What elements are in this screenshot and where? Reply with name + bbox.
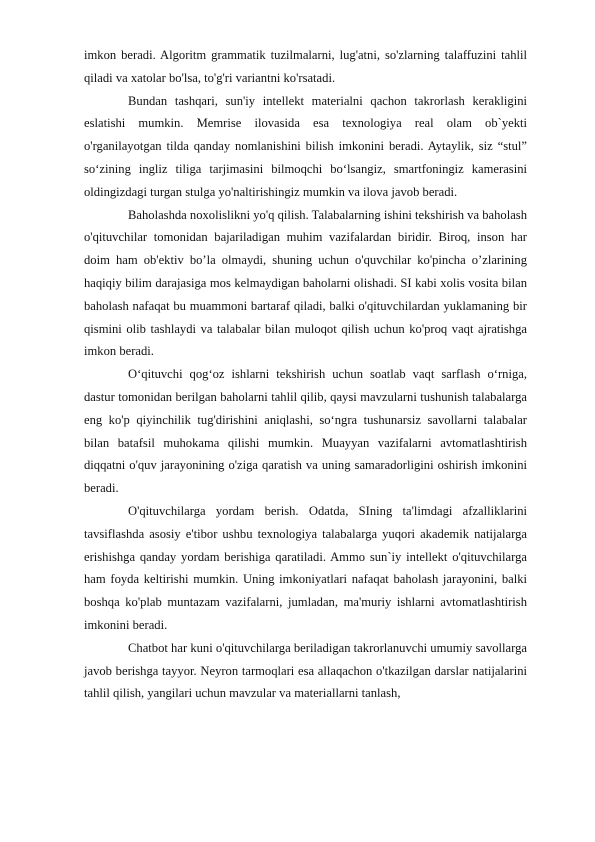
paragraph-continuation: imkon beradi. Algoritm grammatik tuzilmalarni, lug'atni, so'zlarning talaffuzini tahlil qiladi va xatolar bo'lsa, to'g'ri variantni ko'rsatadi.: [84, 48, 527, 85]
paragraph-unbiased-grading: Baholashda noxolislikni yo'q qilish. Talabalarning ishini tekshirish va baholash o'qituvchilar tomonidan bajariladigan muhim vazifalardan biridir. Biroq, inson har doim ham ob'ektiv bo’la olmaydi, shuning uchun o'quvchilar ko'pincha o’zlarining haqiqiy bilim darajasiga mos kelmaydigan baholarni olishadi. SI kabi xolis vosita bilan baholash nafaqat bu muammoni bartaraf qiladi, balki o'qituvchilardan yuklamaning bir qismini olib tashlaydi va talabalar bilan muloqot qilish uchun ko'proq vaqt ajratishga imkon beradi.: [84, 207, 527, 359]
paragraph-teacher-help: O'qituvchilarga yordam berish. Odatda, SIning ta'limdagi afzalliklarini tavsiflashda asosiy e'tibor ushbu texnologiya talabalarga yuqori akademik natijalarga erishishga qanday yordam berishiga qaratiladi. Ammo sun`iy intellekt o'qituvchilarga ham foyda keltirishi mumkin. Uning imkoniyatlari nafaqat baholash jarayonini, balki boshqa ko'plab muntazam vazifalarni, jumladan, ma'muriy ishlarni avtomatlashtirish imkonini beradi.: [84, 503, 527, 632]
paragraph-chatbot: Chatbot har kuni o'qituvchilarga beriladigan takrorlanuvchi umumiy savollarga javob berishga tayyor. Neyron tarmoqlari esa allaqachon o'tkazilgan darslar natijalarini tahlil qilish, yangilari uchun mavzular va materiallarni tanlash,: [84, 640, 527, 701]
paragraph-spaced-repetition: Bundan tashqari, sun'iy intellekt materialni qachon takrorlash kerakligini eslatishi mumkin. Memrise ilovasida esa texnologiya real olam ob`yekti o'rganilayotgan tilda qanday nomlanishini bilish imkonini beradi. Aytaylik, siz “stul” so‘zining ingliz tiliga tarjimasini bilmoqchi bo‘lsangiz, smartfoningiz kamerasini oldingizdagi turgan stulga yo'naltirishingiz mumkin va ilova javob beradi.: [84, 93, 527, 199]
paragraph-teacher-time: O‘qituvchi qog‘oz ishlarni tekshirish uchun soatlab vaqt sarflash o‘rniga, dastur tomonidan berilgan baholarni tahlil qilib, qaysi mavzularni tushunish talabalarga eng ko'p qiyinchilik tug'dirishini aniqlashi, so‘ngra tushunarsiz savollarni talabalar bilan batafsil muhokama qilishi mumkin. Muayyan vazifalarni avtomatlashtirish diqqatni o'quv jarayonining o'ziga qaratish va uning samaradorligini oshirish imkonini beradi.: [84, 367, 527, 496]
document-page: [84, 44, 527, 705]
